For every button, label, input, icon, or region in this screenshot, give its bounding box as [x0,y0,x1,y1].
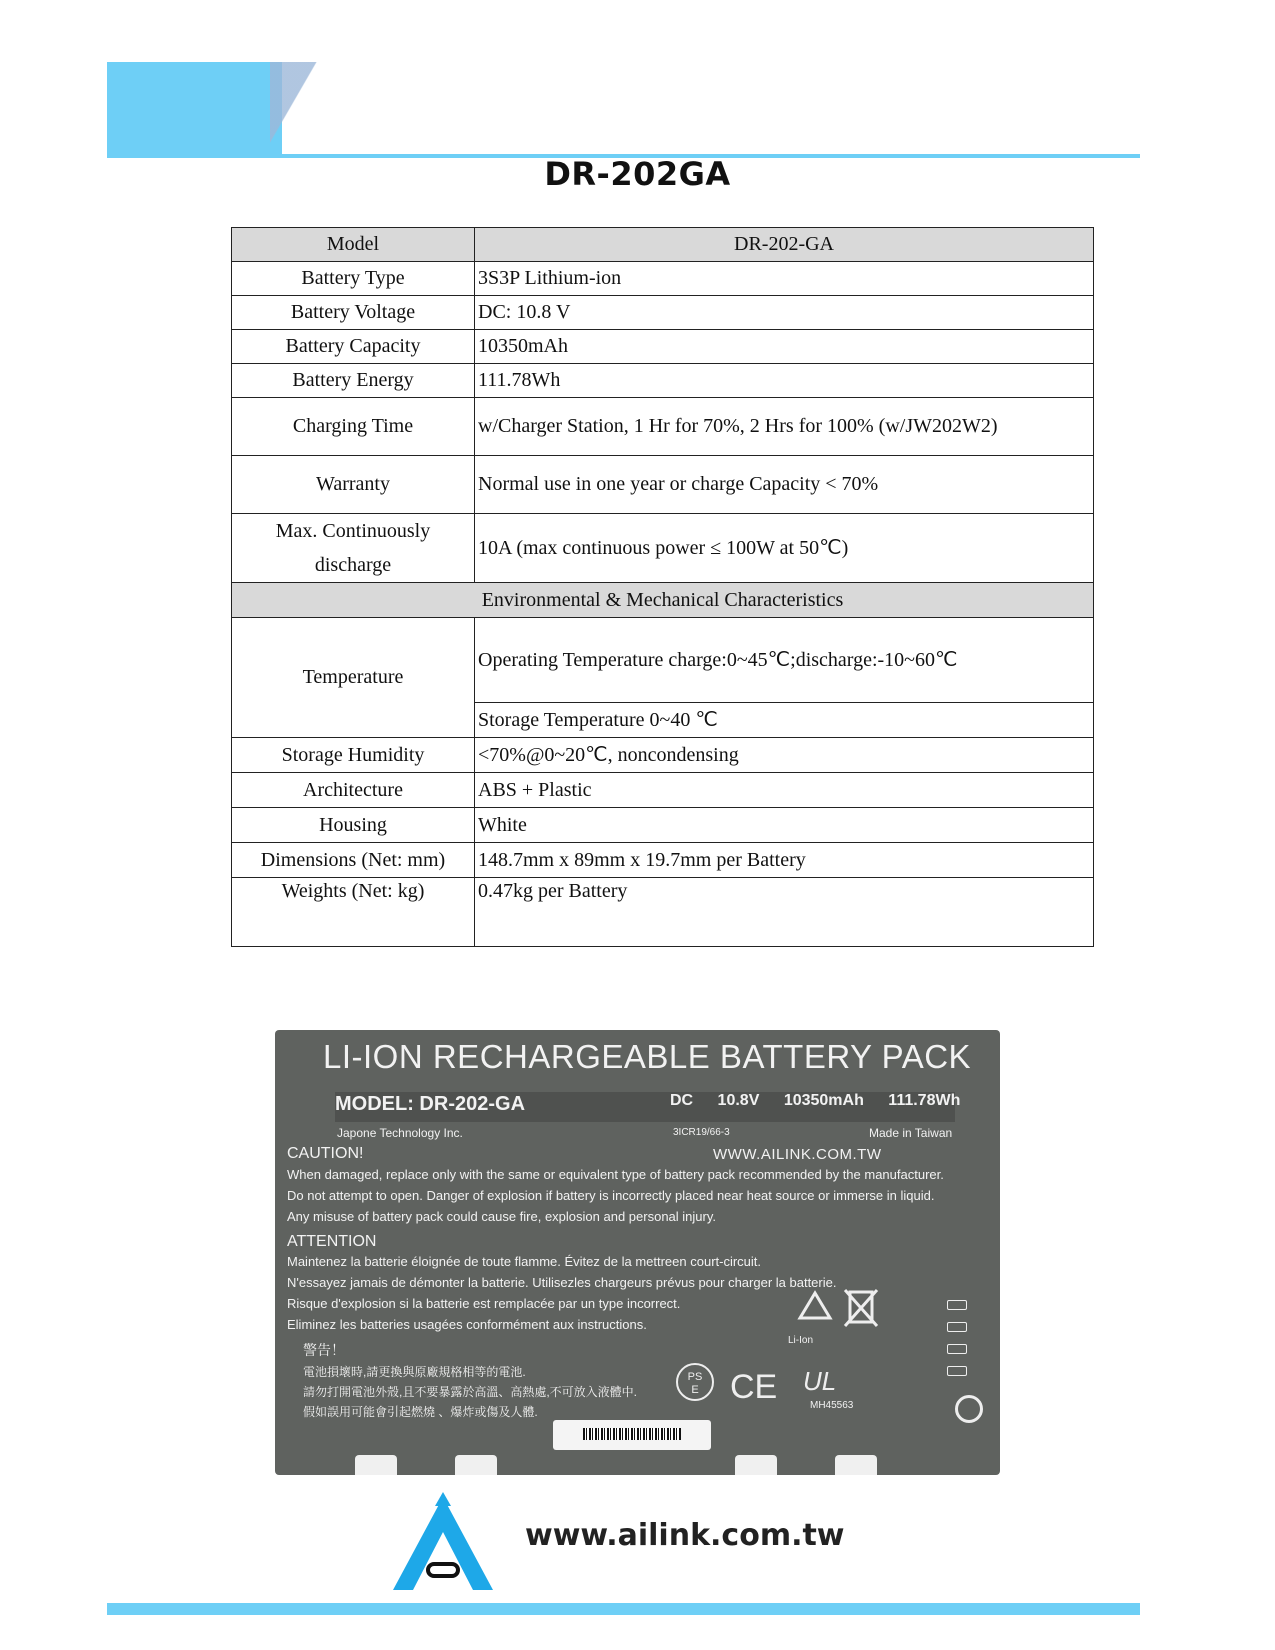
svg-text:UL: UL [803,1366,837,1396]
row-key: Storage Humidity [232,738,475,773]
row-value: 111.78Wh [475,364,1094,398]
recycle-icon [795,1288,885,1338]
label-caution-line: Any misuse of battery pack could cause fire, explosion and personal injury. [287,1209,716,1224]
battery-label-photo [275,1030,1000,1475]
battery-level-icon [947,1322,967,1332]
row-value: w/Charger Station, 1 Hr for 70%, 2 Hrs for 100% (w/JW202W2) [475,398,1094,456]
row-value: <70%@0~20℃, noncondensing [475,738,1094,773]
svg-text:CE: CE [730,1368,778,1406]
label-model: MODEL: DR-202-GA [335,1093,526,1115]
ring-icon [955,1395,983,1423]
label-notch [835,1455,877,1475]
label-attention-line: Eliminez les batteries usagées conformément aux instructions. [287,1317,647,1332]
label-warning-heading: 警告！ [303,1342,345,1358]
table-row [232,738,1094,773]
header-value: DR-202-GA [475,228,1094,262]
battery-level-icon [947,1300,967,1310]
label-cert: 3ICR19/66-3 [673,1127,730,1138]
label-caution-line: When damaged, replace only with the same or equivalent type of battery pack recommended by the manufacturer. [287,1167,944,1182]
label-notch [455,1455,497,1475]
barcode-icon [583,1428,681,1440]
row-key: Battery Energy [232,364,475,398]
label-made: Made in Taiwan [869,1126,953,1140]
table-row [232,262,1094,296]
svg-text:PS: PS [687,1371,703,1383]
row-key: Battery Type [232,262,475,296]
row-key: Warranty [232,456,475,514]
table-row-temperature [232,618,1094,703]
row-key: Weights (Net: kg) [232,878,475,947]
header-key: Model [232,228,475,262]
table-row [232,364,1094,398]
label-attention-line: Maintenez la batterie éloignée de toute flamme. Évitez de la mettreen court-circuit. [287,1254,762,1269]
row-key-line: discharge [314,554,392,576]
row-key: Battery Voltage [232,296,475,330]
section-header-row [232,583,1094,618]
label-attention-line: Risque d'explosion si la batterie est remplacée par un type incorrect. [287,1296,681,1311]
label-caution-heading: CAUTION! [287,1145,364,1162]
label-notch [735,1455,777,1475]
ailink-logo-icon [388,1492,498,1592]
ul-code: MH45563 [810,1400,854,1411]
header-banner-block [107,62,282,157]
section-header: Environmental & Mechanical Characteristics [232,583,1094,618]
row-key: Temperature [232,618,475,738]
label-notch [355,1455,397,1475]
label-spec: DC 10.8V 10350mAh 111.78Wh [670,1092,961,1109]
row-value: DC: 10.8 V [475,296,1094,330]
svg-text:E: E [691,1384,699,1396]
table-row [232,808,1094,843]
table-row [232,398,1094,456]
table-row-max-discharge [232,514,1094,583]
battery-level-icon [947,1344,967,1354]
spec-table [231,227,1094,947]
label-caution-line: Do not attempt to open. Danger of explosion if battery is incorrectly placed near heat source or immerse in liquid. [287,1188,935,1203]
row-key: Housing [232,808,475,843]
label-warning-line: 請勿打開電池外殼,且不要暴露於高溫、高熱處,不可放入液體中. [303,1385,638,1399]
table-row [232,456,1094,514]
row-value: 3S3P Lithium-ion [475,262,1094,296]
table-row [232,773,1094,808]
row-value-storage: Storage Temperature 0~40 ℃ [475,703,1094,738]
header-banner-slant [270,62,330,157]
row-value: ABS + Plastic [475,773,1094,808]
row-key: Architecture [232,773,475,808]
table-row [232,330,1094,364]
row-key [232,514,475,583]
label-warning-line: 假如誤用可能會引起燃燒 、爆炸或傷及人體. [303,1405,538,1419]
row-key: Dimensions (Net: mm) [232,843,475,878]
table-header-row [232,228,1094,262]
label-attention-heading: ATTENTION [287,1233,377,1250]
battery-level-icon [947,1366,967,1376]
row-value: Normal use in one year or charge Capacity < 70% [475,456,1094,514]
row-key: Battery Capacity [232,330,475,364]
row-value-operating: Operating Temperature charge:0~45℃;discharge:-10~60℃ [475,618,1094,703]
li-ion-mark: Li-Ion [788,1335,814,1346]
table-row-weights [232,878,1094,947]
footer-rule [107,1603,1140,1615]
label-maker: Japone Technology Inc. [337,1126,463,1140]
table-row [232,296,1094,330]
label-warning-line: 電池損壞時,請更換與原廠規格相等的電池. [303,1365,526,1379]
row-value: 10A (max continuous power ≤ 100W at 50℃) [475,514,1094,583]
document-title: DR-202GA [544,155,731,193]
label-attention-line: N'essayez jamais de démonter la batterie. Utilisezles chargeurs prévus pour charger la batterie. [287,1275,837,1290]
row-key: Charging Time [232,398,475,456]
table-row [232,843,1094,878]
label-web: WWW.AILINK.COM.TW [713,1146,882,1163]
footer-url: www.ailink.com.tw [525,1518,845,1553]
row-value: 10350mAh [475,330,1094,364]
row-value: 148.7mm x 89mm x 19.7mm per Battery [475,843,1094,878]
row-value: White [475,808,1094,843]
row-value: 0.47kg per Battery [475,878,1094,947]
label-title: LI-ION RECHARGEABLE BATTERY PACK [323,1038,972,1075]
row-key-line: Max. Continuously [275,520,431,542]
barcode-sticker [553,1420,711,1450]
